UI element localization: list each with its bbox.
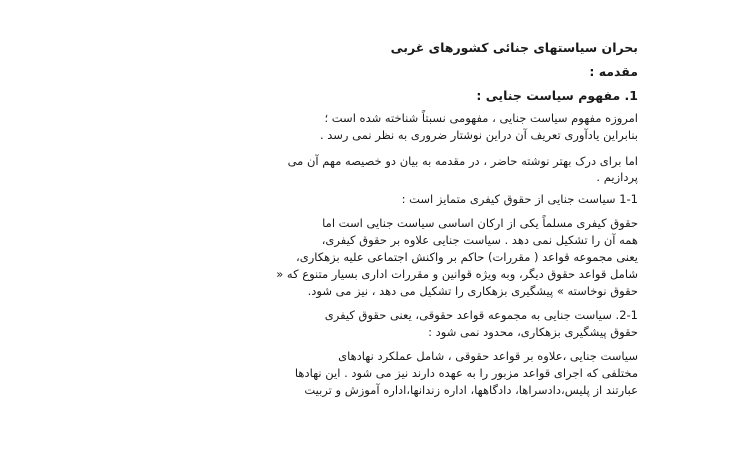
intro-heading: مقدمه : bbox=[589, 64, 638, 79]
document-page bbox=[108, 0, 638, 450]
paragraph-line: بنابراین یادآوری تعریف آن دراین نوشتار ضروری به نظر نمی رسد . bbox=[319, 128, 638, 142]
paragraph-line: اما برای درک بهتر نوشته حاضر ، در مقدمه به بیان دو خصیصه مهم آن می bbox=[287, 154, 638, 168]
subsection-heading: 2-1. سیاست جنایی به مجموعه قواعد حقوقی، یعنی حقوق کیفری bbox=[324, 308, 638, 322]
paragraph-line: مختلفی که اجرای قواعد مزبور را به عهده دارند نیز می شود . این نهادها bbox=[294, 366, 638, 380]
paragraph-line: حقوق کیفری مسلماً یکی از ارکان اساسی سیاست جنایی است اما bbox=[322, 216, 638, 230]
document-title: بحران سیاستهای جنائی کشورهای غربی bbox=[390, 40, 638, 55]
paragraph-line: حقوق پیشگیری بزهکاری، محدود نمی شود : bbox=[428, 325, 638, 339]
paragraph-line: همه آن را تشکیل نمی دهد . سیاست جنایی علاوه بر حقوق کیفری، bbox=[321, 233, 638, 247]
subsection-heading: 1-1 سیاست جنایی از حقوق کیفری متمایز است : bbox=[401, 192, 638, 206]
section-heading: 1. مفهوم سیاست جنایی : bbox=[476, 88, 638, 103]
paragraph-line: امروزه مفهوم سیاست جنایی ، مفهومی نسبتاً شناخته شده است ؛ bbox=[324, 111, 638, 125]
paragraph-line: عبارتند از پلیس،دادسراها، دادگاهها، اداره زندانها،اداره آموزش و تربیت bbox=[304, 383, 638, 397]
paragraph-line: سیاست جنایی ،علاوه بر قواعد حقوقی ، شامل عملکرد نهادهای bbox=[338, 349, 638, 363]
paragraph-line: پردازیم . bbox=[596, 170, 638, 184]
paragraph-line: یعنی مجموعه قواعد ( مقررات) حاکم بر واکنش اجتماعی علیه بزهکاری، bbox=[295, 250, 638, 264]
paragraph-line: شامل قواعد حقوق دیگر، وبه ویژه قوانین و مقررات اداری بسیار متنوع که « bbox=[276, 267, 638, 281]
paragraph-line: حقوق نوخاسته » پیشگیری بزهکاری را تشکیل می دهد ، نیز می شود. bbox=[307, 284, 638, 298]
